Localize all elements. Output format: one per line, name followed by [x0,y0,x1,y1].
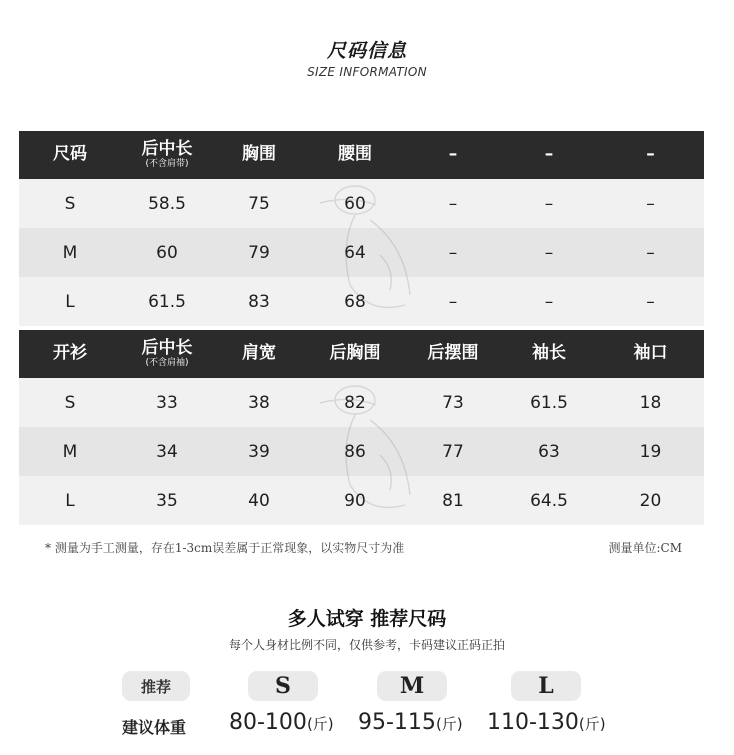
weight-value-l: 110-130(斤) [487,710,606,735]
table-cell: 33 [156,392,178,413]
table-cell: 61.5 [530,392,568,413]
table-row [19,378,704,427]
size-pill-s: S [248,671,318,701]
table-cell: 58.5 [148,193,186,214]
table-cell: 82 [344,392,366,413]
measurement-unit: 测量单位:CM [608,541,682,555]
table-cell: 81 [442,490,464,511]
table-header-row [19,330,704,378]
header-cell: 后摆围 [427,343,479,364]
try-on-subtitle: 每个人身材比例不同，仅供参考，卡码建议正码正拍 [228,638,505,652]
table-row [19,228,704,277]
header-cell: 袖长 [532,343,566,364]
header-note: (不含肩袖) [145,357,189,368]
table-cell: 68 [344,291,366,312]
table-row [19,277,704,326]
size-table-cardigan [19,330,704,525]
table-cell: 39 [248,441,270,462]
table-cell: – [544,242,554,263]
table-cell: L [65,490,75,511]
table-cell: 60 [156,242,178,263]
table-cell: 90 [344,490,366,511]
table-cell: 83 [248,291,270,312]
table-cell: 18 [639,392,662,413]
page-subtitle: SIZE INFORMATION [307,65,427,79]
header-cell: 胸围 [242,144,276,165]
table-cell: – [646,291,655,312]
header-cell: 后中长 (不含肩袖) [121,340,213,368]
header-cell: 开衫 [53,343,87,364]
table-cell: 79 [248,242,270,263]
size-pill-m: M [377,671,447,701]
header-cell: – [448,144,458,165]
table-cell: 64.5 [530,490,568,511]
table-cell: 34 [156,441,178,462]
table-cell: 40 [248,490,270,511]
header-cell: – [544,144,554,165]
table-cell: 73 [442,392,464,413]
header-cell: 后胸围 [329,343,381,364]
header-cell: – [646,144,655,165]
recommend-label: 推荐 [122,671,190,701]
page-title: 尺码信息 [326,40,407,62]
measurement-note: * 测量为手工测量，存在1-3cm误差属于正常现象，以实物尺寸为准 [45,541,405,555]
try-on-title: 多人试穿 推荐尺码 [287,608,447,630]
header-note: (不含肩带) [145,158,189,169]
weight-value-m: 95-115(斤) [358,710,463,735]
table-row [19,476,704,525]
weight-label: 建议体重 [122,718,187,737]
size-pill-l: L [511,671,581,701]
table-cell: 75 [248,193,270,214]
table-cell: – [448,242,458,263]
size-info-header [0,36,734,79]
table-cell: L [65,291,75,312]
header-cell: 肩宽 [242,343,276,364]
header-cell: 后中长 (不含肩带) [121,141,213,169]
table-cell: – [544,291,554,312]
table-cell: 64 [344,242,366,263]
table-cell: 38 [248,392,270,413]
table-cell: S [64,193,76,214]
table-cell: 60 [344,193,366,214]
header-cell: 腰围 [338,144,372,165]
table-cell: M [62,242,78,263]
table-cell: 77 [442,441,464,462]
table-header-row [19,131,704,179]
table-cell: 35 [156,490,178,511]
table-cell: – [448,193,458,214]
table-cell: 20 [639,490,662,511]
table-cell: – [646,242,655,263]
weight-value-s: 80-100(斤) [229,710,334,735]
table-row [19,427,704,476]
table-cell: M [62,441,78,462]
table-cell: S [64,392,76,413]
table-cell: – [448,291,458,312]
size-table-top [19,131,704,326]
table-cell: 86 [344,441,366,462]
table-cell: 19 [639,441,662,462]
header-cell: 袖口 [633,343,668,364]
table-cell: – [544,193,554,214]
table-cell: – [646,193,655,214]
table-cell: 63 [538,441,560,462]
table-cell: 61.5 [148,291,186,312]
table-row [19,179,704,228]
header-cell: 尺码 [53,144,87,165]
